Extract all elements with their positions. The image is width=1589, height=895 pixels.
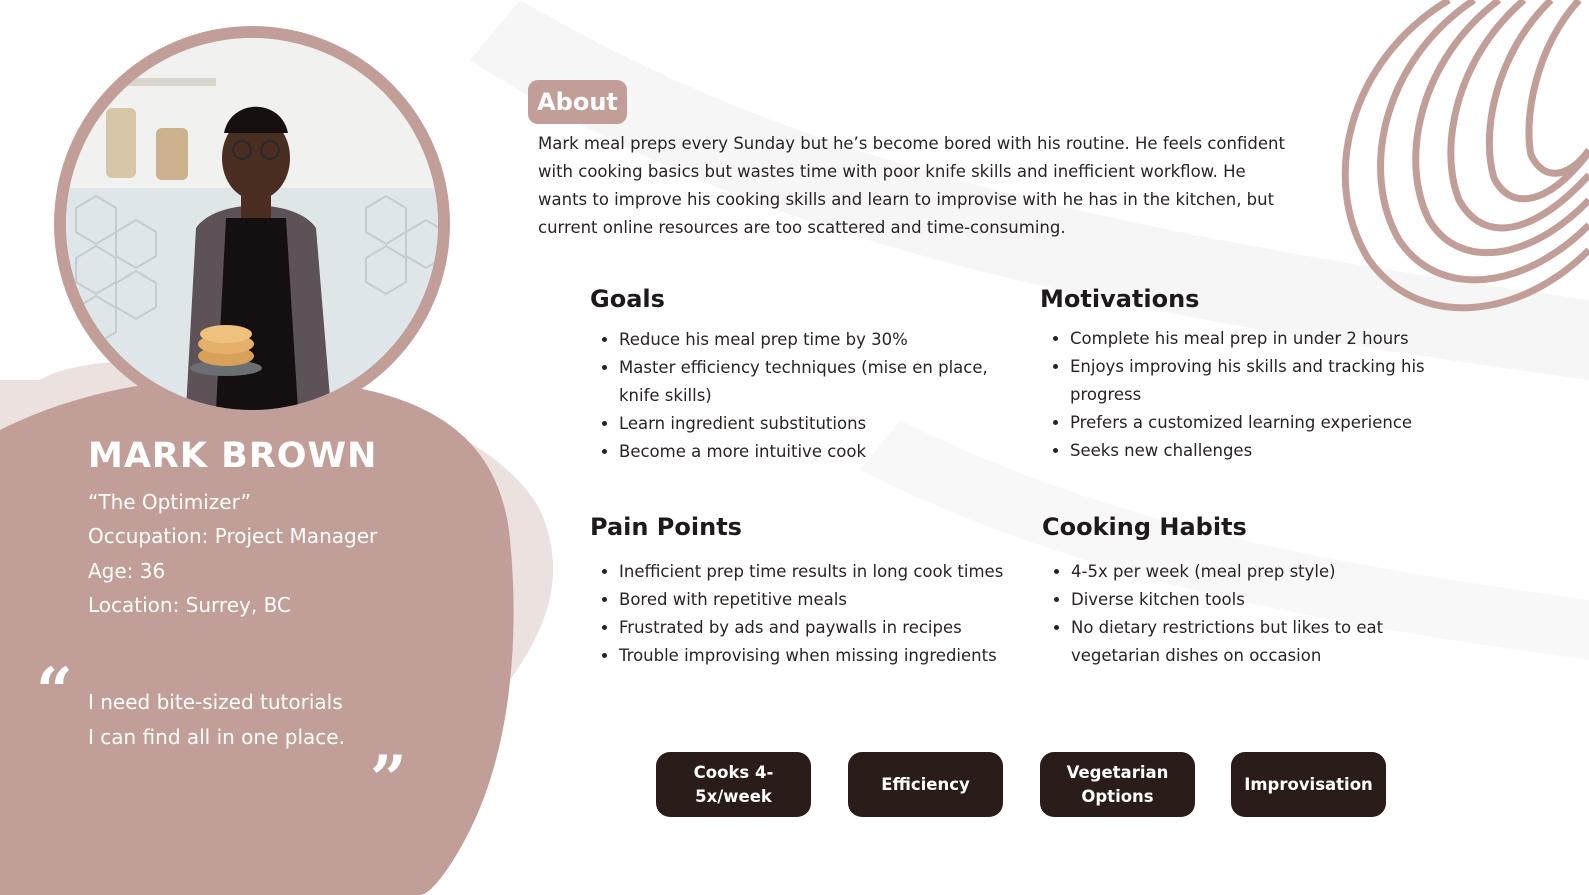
swirl-decoration xyxy=(1289,0,1589,345)
profile-panel-shape xyxy=(0,340,560,895)
persona-quote-line-1: I need bite-sized tutorials xyxy=(88,690,343,714)
tag-cooks-frequency: Cooks 4-5x/week xyxy=(656,752,811,817)
list-item: • Bored with repetitive meals xyxy=(619,586,1004,614)
list-item: • Diverse kitchen tools xyxy=(1071,586,1431,614)
open-quote-icon: “ xyxy=(36,654,73,729)
cooking-habits-title: Cooking Habits xyxy=(1042,513,1247,541)
list-item: • Learn ingredient substitutions xyxy=(619,410,999,438)
list-item: • Inefficient prep time results in long cook times xyxy=(619,558,1004,586)
list-item: • Enjoys improving his skills and tracking his progress xyxy=(1070,353,1450,409)
list-item: • Reduce his meal prep time by 30% xyxy=(619,326,999,354)
persona-quote-line-2: I can find all in one place. xyxy=(88,725,345,749)
tag-improvisation: Improvisation xyxy=(1231,752,1386,817)
persona-age: Age: 36 xyxy=(88,559,166,583)
list-item: • Seeks new challenges xyxy=(1070,437,1450,465)
profile-photo xyxy=(66,38,438,410)
goals-title: Goals xyxy=(590,285,665,313)
tag-vegetarian-options: Vegetarian Options xyxy=(1040,752,1195,817)
pain-points-list xyxy=(590,558,1004,670)
persona-name: MARK BROWN xyxy=(88,436,378,476)
list-item: • Complete his meal prep in under 2 hours xyxy=(1070,325,1450,353)
cooking-habits-list xyxy=(1042,558,1431,670)
motivations-title: Motivations xyxy=(1040,285,1200,313)
list-item: • Frustrated by ads and paywalls in recipes xyxy=(619,614,1004,642)
list-item: • Master efficiency techniques (mise en place, knife skills) xyxy=(619,354,999,410)
list-item: • No dietary restrictions but likes to eat vegetarian dishes on occasion xyxy=(1071,614,1431,670)
persona-occupation: Occupation: Project Manager xyxy=(88,524,378,548)
about-label: About xyxy=(528,80,627,124)
list-item: • 4-5x per week (meal prep style) xyxy=(1071,558,1431,586)
tag-efficiency: Efficiency xyxy=(848,752,1003,817)
about-text: Mark meal preps every Sunday but he’s become bored with his routine. He feels confident with cooking basics but wastes time with poor knife skills and inefficient workflow. He wants to improve his cooking skills and learn to improvise with he has in the kitchen, but current online resources are too scattered and time-consuming. xyxy=(538,134,1285,237)
list-item: • Trouble improvising when missing ingredients xyxy=(619,642,1004,670)
list-item: • Prefers a customized learning experience xyxy=(1070,409,1450,437)
pain-points-title: Pain Points xyxy=(590,513,742,541)
persona-nickname: “The Optimizer” xyxy=(88,490,252,514)
close-quote-icon: ” xyxy=(370,742,407,817)
motivations-list xyxy=(1041,325,1450,465)
goals-list xyxy=(590,326,999,466)
list-item: • Become a more intuitive cook xyxy=(619,438,999,466)
persona-location: Location: Surrey, BC xyxy=(88,593,291,617)
